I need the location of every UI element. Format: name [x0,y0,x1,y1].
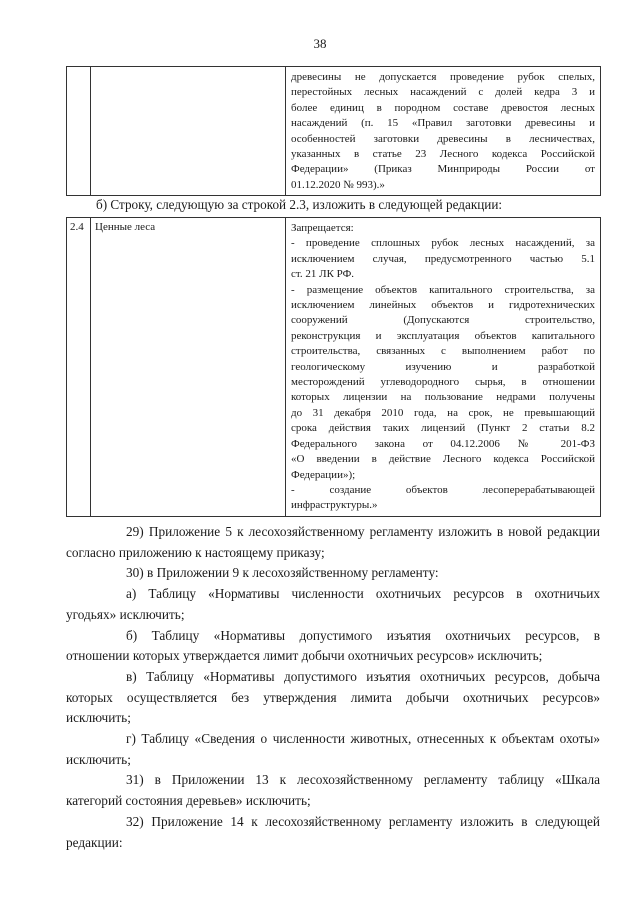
paragraph-line: 30) в Приложении 9 к лесохозяйственному регламенту: [126,565,439,581]
text-line: Запрещается: [291,222,354,234]
text-line: исключением линейных объектов и гидротехнических [291,299,595,312]
table-cell-name [91,218,286,517]
text-line: строительства, связанных с выполнением работ по [291,345,595,358]
table-valuable-forests [66,217,601,517]
text-line: до 31 декабря 2010 года, на срок, не превышающий [291,406,595,419]
text-line: которых лицензии на пользование недрами получены [291,391,595,404]
table-cell-content [286,67,600,195]
paragraph [66,729,600,770]
text-line: насаждений (п. 15 «Правил заготовки древесины и [291,117,595,130]
text-line: «О введении в действие Лесного кодекса Российской [291,453,595,466]
paragraph-line: редакции: [66,834,123,850]
text-line: исключением случая, предусмотренного частью 5.1 [291,252,595,265]
paragraph [66,584,600,625]
text-line: ст. 21 ЛК РФ. [291,268,355,281]
table-cell-number [67,218,91,517]
table-cell-text [286,67,601,196]
paragraph-line: категорий состояния деревьев» исключить; [66,793,311,809]
text-line: Федерации» (Приказ Минприроды России от [291,163,595,176]
text-line: - создание объектов лесоперерабатывающей [291,483,595,496]
text-line: особенностей заготовки древесины в лесничествах, [291,132,595,145]
text-line: Федерального закона от 04.12.2006 № 201-ФЗ [291,437,595,450]
paragraph-line: которых осуществляется без утверждения лимита добычи охотничьих ресурсов» [66,689,600,705]
paragraph-line: исключить; [66,710,131,726]
paragraph-line: исключить; [66,751,131,767]
text-line: реконструкция и эксплуатация объектов капитального [291,329,595,342]
text-line: срока действия таких лицензий (Пункт 2 статьи 8.2 [291,422,595,435]
text-line: более единиц в породном составе древостоя лесных [291,101,595,114]
body-paragraphs [66,522,600,853]
table-cell-name [91,67,286,196]
text-line: древесины не допускается проведение рубок спелых, [291,71,595,83]
paragraph [66,770,600,811]
text-line: инфраструктуры.» [291,499,378,512]
paragraph-line: б) Таблицу «Нормативы допустимого изъятия охотничьих ресурсов, в [126,627,600,643]
paragraph [66,812,600,853]
paragraph-line: в) Таблицу «Нормативы допустимого изъятия охотничьих ресурсов, добыча [126,668,600,684]
text-line: месторождений углеводородного сырья, в отношении [291,376,595,389]
paragraph-line: согласно приложению к настоящему приказу; [66,544,325,560]
text-line: перестойных лесных насаждений с долей кедра 3 и [291,86,595,99]
text-line: указанных в статье 23 Лесного кодекса Российской [291,148,595,161]
table-continuation [66,66,601,196]
paragraph [66,626,600,667]
text-line: геологическому изучению и разработкой [291,360,595,373]
paragraph-line: 32) Приложение 14 к лесохозяйственному регламенту изложить в следующей [126,813,600,829]
paragraph-line: г) Таблицу «Сведения о численности животных, отнесенных к объектам охоты» [126,731,600,747]
table-cell-number [67,67,91,196]
text-line: 01.12.2020 № 993).» [291,178,385,191]
paragraph [66,667,600,729]
text-line: - размещение объектов капитального строительства, за [291,283,595,296]
table-cell-content [286,218,600,516]
paragraph-line: 31) в Приложении 13 к лесохозяйственному регламенту таблицу «Шкала [126,772,600,788]
table-cell-text [286,218,601,517]
section-b-heading: б) Строку, следующую за строкой 2.3, изложить в следующей редакции: [96,197,503,212]
paragraph-line: угодьях» исключить; [66,606,185,622]
paragraph [66,522,600,563]
paragraph-line: 29) Приложение 5 к лесохозяйственному регламенту изложить в новой редакции [126,524,600,539]
row-number: 2.4 [70,221,84,233]
row-name: Ценные леса [95,221,156,233]
paragraph-line: отношении которых утверждается лимит добычи охотничьих ресурсов» исключить; [66,648,543,664]
page-number: 38 [313,36,327,51]
paragraph [66,563,600,584]
text-line: сооружений (Допускаются строительство, [291,314,595,327]
paragraph-line: а) Таблицу «Нормативы численности охотничьих ресурсов в охотничьих [126,586,600,602]
text-line: - проведение сплошных рубок лесных насаждений, за [291,237,595,250]
text-line: Федерации»); [291,468,356,481]
